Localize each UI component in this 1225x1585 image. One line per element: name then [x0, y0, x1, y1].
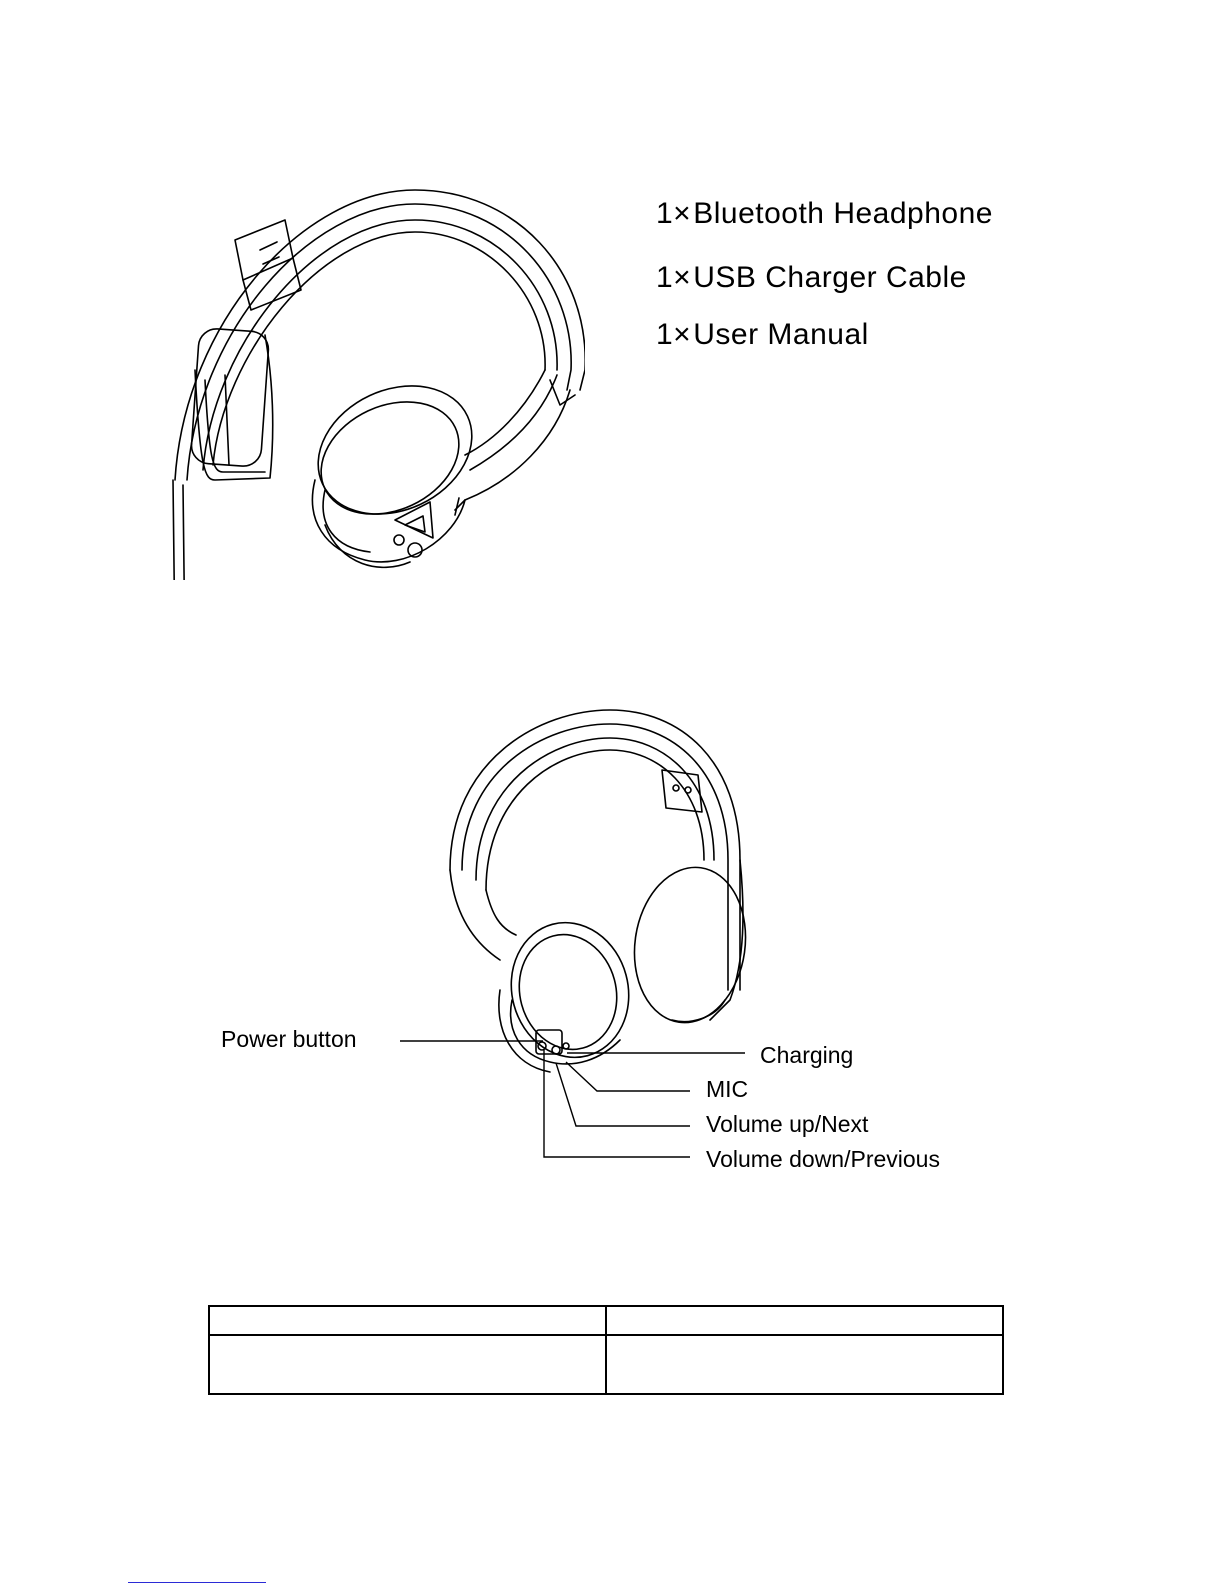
footnote-separator	[128, 1582, 266, 1583]
callout-volume-up: Volume up/Next	[706, 1111, 869, 1137]
contents-qty: 1×	[656, 318, 692, 351]
table-cell	[606, 1306, 1003, 1335]
callout-mic: MIC	[706, 1076, 749, 1102]
table-cell	[606, 1335, 1003, 1394]
table-row	[209, 1335, 1003, 1394]
contents-label: USB Charger Cable	[693, 261, 967, 294]
table-cell	[209, 1306, 606, 1335]
contents-label: Bluetooth Headphone	[693, 197, 993, 230]
leader-volume-down	[544, 1050, 690, 1157]
contents-qty: 1×	[656, 197, 692, 230]
contents-qty: 1×	[656, 261, 692, 294]
contents-label: User Manual	[693, 318, 869, 351]
callout-charging: Charging	[760, 1042, 854, 1068]
table-cell	[209, 1335, 606, 1394]
spec-table	[208, 1305, 1004, 1395]
callout-volume-down: Volume down/Previous	[706, 1146, 940, 1172]
callout-power-button: Power button	[221, 1026, 357, 1052]
leader-mic	[566, 1062, 690, 1091]
table-row	[209, 1306, 1003, 1335]
leader-volume-up	[556, 1063, 690, 1126]
